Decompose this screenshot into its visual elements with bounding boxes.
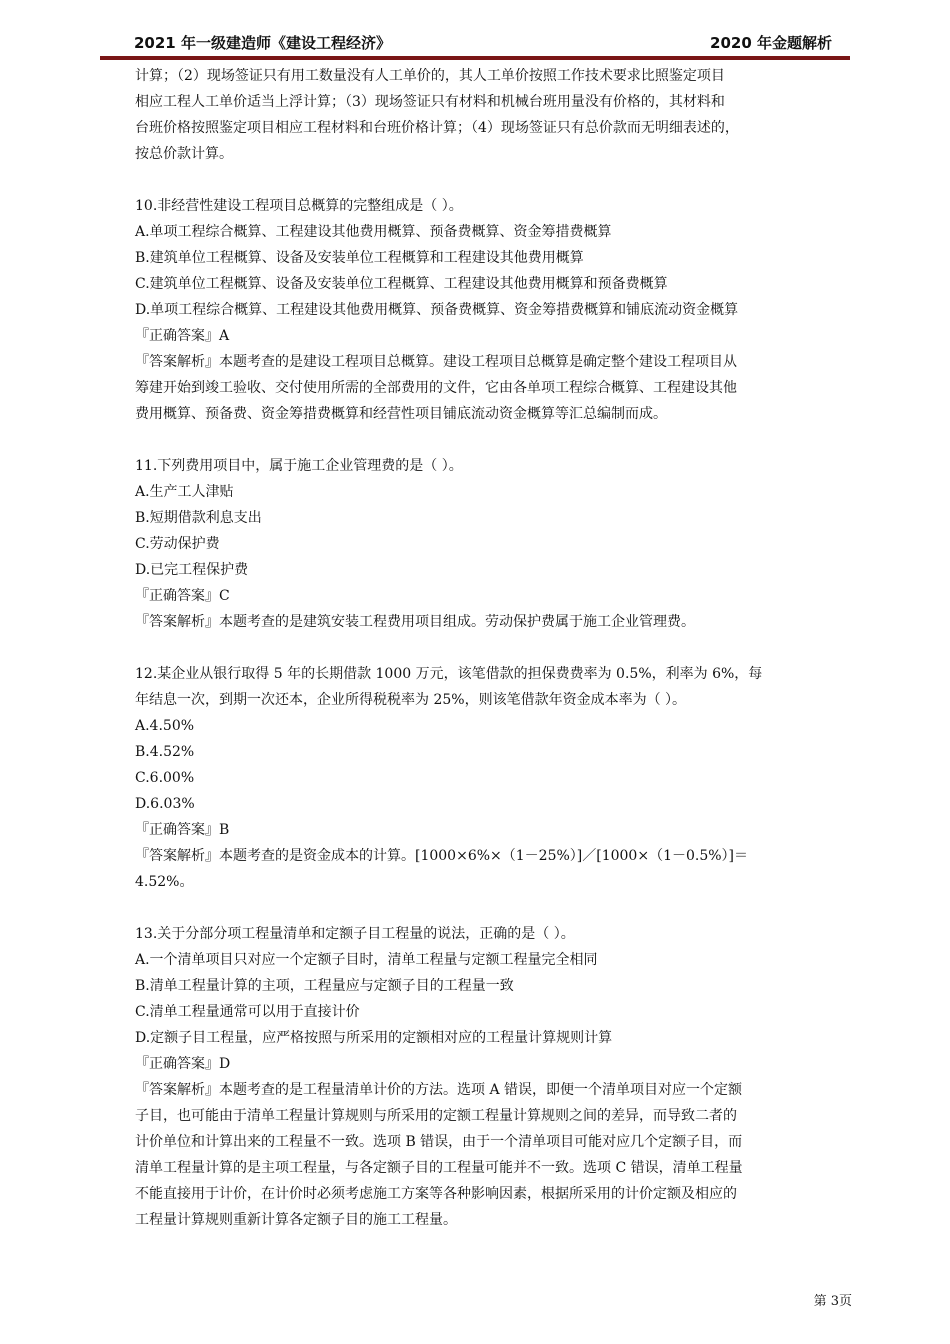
analysis-line: 『答案解析』本题考查的是工程量清单计价的方法。选项 A 错误，即便一个清单项目对应一个定额: [135, 1082, 743, 1098]
correct-answer: 『正确答案』A: [135, 328, 230, 344]
option: C.清单工程量通常可以用于直接计价: [135, 1004, 360, 1020]
question-13: [135, 921, 850, 1233]
page-number: 第 3页: [813, 1294, 852, 1309]
analysis-line: 『答案解析』本题考查的是建筑安装工程费用项目组成。劳动保护费属于施工企业管理费。: [135, 614, 695, 630]
option: D.单项工程综合概算、工程建设其他费用概算、预备费概算、资金筹措费概算和铺底流动资金概算: [135, 302, 739, 318]
analysis-line: 清单工程量计算的是主项工程量，与各定额子目的工程量可能并不一致。选项 C 错误，清单工程量: [135, 1160, 743, 1176]
option: D.6.03%: [135, 796, 195, 812]
option: B.建筑单位工程概算、设备及安装单位工程概算和工程建设其他费用概算: [135, 250, 584, 266]
analysis-line: 不能直接用于计价，在计价时必须考虑施工方案等各种影响因素，根据所采用的计价定额及相应的: [135, 1186, 737, 1202]
correct-answer: 『正确答案』D: [135, 1056, 231, 1072]
page-header: [100, 28, 850, 58]
question-10: [135, 193, 850, 427]
option: C.劳动保护费: [135, 536, 220, 552]
header-title: 2021 年一级建造师《建设工程经济》: [134, 34, 391, 52]
option: A.生产工人津贴: [135, 484, 234, 500]
question-12: [135, 661, 850, 895]
analysis-line: 4.52%。: [135, 874, 194, 890]
option: A.一个清单项目只对应一个定额子目时，清单工程量与定额工程量完全相同: [135, 952, 598, 968]
header-subtitle: 2020 年金题解析: [710, 34, 832, 52]
text-line: 按总价款计算。: [135, 146, 233, 162]
question-text: 10.非经营性建设工程项目总概算的完整组成是（ ）。: [135, 198, 463, 214]
analysis-line: 『答案解析』本题考查的是建设工程项目总概算。建设工程项目总概算是确定整个建设工程项目从: [135, 354, 737, 370]
text-line: 计算；（2）现场签证只有用工数量没有人工单价的，其人工单价按照工作技术要求比照鉴定项目: [135, 68, 725, 84]
option: D.已完工程保护费: [135, 562, 249, 578]
analysis-line: 计价单位和计算出来的工程量不一致。选项 B 错误，由于一个清单项目可能对应几个定额子目，而: [135, 1134, 743, 1150]
correct-answer: 『正确答案』C: [135, 588, 230, 604]
question-text: 12.某企业从银行取得 5 年的长期借款 1000 万元，该笔借款的担保费费率为 0.5%，利率为 6%，每: [135, 666, 763, 682]
correct-answer: 『正确答案』B: [135, 822, 230, 838]
text-line: 台班价格按照鉴定项目相应工程材料和台班价格计算；（4）现场签证只有总价款而无明细表述的，: [135, 120, 739, 136]
option: C.建筑单位工程概算、设备及安装单位工程概算、工程建设其他费用概算和预备费概算: [135, 276, 668, 292]
analysis-line: 『答案解析』本题考查的是资金成本的计算。[1000×6%×（1－25%）]／[1000×（1－0.5%）]＝: [135, 848, 749, 864]
text-line: 相应工程人工单价适当上浮计算；（3）现场签证只有材料和机械台班用量没有价格的，其材料和: [135, 94, 725, 110]
intro-paragraph: [135, 63, 850, 167]
question-11: [135, 453, 850, 635]
analysis-line: 子目，也可能由于清单工程量计算规则与所采用的定额工程量计算规则之间的差异，而导致二者的: [135, 1108, 737, 1124]
header-rule: [100, 56, 850, 60]
option: A.单项工程综合概算、工程建设其他费用概算、预备费概算、资金筹措费概算: [135, 224, 612, 240]
option: B.清单工程量计算的主项，工程量应与定额子目的工程量一致: [135, 978, 514, 994]
analysis-line: 筹建开始到竣工验收、交付使用所需的全部费用的文件，它由各单项工程综合概算、工程建设其他: [135, 380, 737, 396]
analysis-line: 费用概算、预备费、资金筹措费概算和经营性项目铺底流动资金概算等汇总编制而成。: [135, 406, 667, 422]
question-text-continued: 年结息一次，到期一次还本，企业所得税税率为 25%，则该笔借款年资金成本率为（ ）。: [135, 692, 687, 708]
option: C.6.00%: [135, 770, 195, 786]
analysis-line: 工程量计算规则重新计算各定额子目的施工工程量。: [135, 1212, 457, 1228]
option: B.4.52%: [135, 744, 195, 760]
option: A.4.50%: [135, 718, 195, 734]
question-text: 13.关于分部分项工程量清单和定额子目工程量的说法，正确的是（ ）。: [135, 926, 575, 942]
option: B.短期借款利息支出: [135, 510, 262, 526]
document-body: [135, 63, 850, 1259]
option: D.定额子目工程量，应严格按照与所采用的定额相对应的工程量计算规则计算: [135, 1030, 613, 1046]
question-text: 11.下列费用项目中，属于施工企业管理费的是（ ）。: [135, 458, 463, 474]
